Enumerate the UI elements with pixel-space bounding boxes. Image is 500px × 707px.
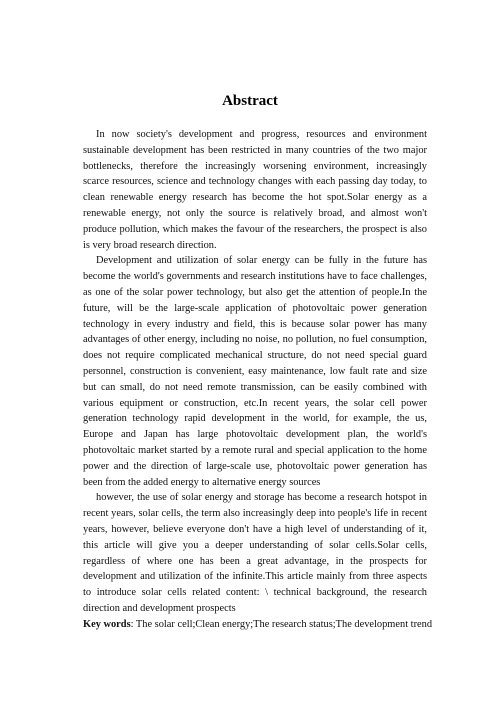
abstract-paragraph-1: In now society's development and progress, resources and environment sustainable development has been restricted in many countries of the two major bottlenecks, therefore the increasingly worsening environment, increasingly scarce resources, science and technology changes with each passing day today, to clean renewable energy research has become the hot spot.Solar energy as a renewable energy, not only the source is relatively broad, and almost won't produce pollution, which makes the favour of the researchers, the prospect is also is very broad research direction. <box>83 129 427 251</box>
keywords-text: : The solar cell;Clean energy;The research status;The development trend <box>130 618 433 630</box>
abstract-paragraph-3: however, the use of solar energy and storage has become a research hotspot in recent years, solar cells, the term also increasingly deep into people's life in recent years, however, believe everyone don't have a high level of understanding of it, this article will give you a deeper understanding of solar cells.Solar cells, regardless of where one has been a great advantage, in the prospects for development and utilization of the infinite.This article mainly from three aspects to introduce solar cells related content: \ technical background, the research direction and development prospects <box>83 492 427 614</box>
page-title: Abstract <box>222 93 278 109</box>
abstract-body <box>83 127 433 633</box>
keywords-line <box>83 617 433 633</box>
abstract-paragraph-2: Development and utilization of solar energy can be fully in the future has become the world's governments and research institutions have to face challenges, as one of the solar power technology, but also get the attention of people.In the future, will be the large-scale application of photovoltaic power generation technology in every industry and field, this is because solar power has many advantages of other energy, including no noise, no pollution, no fuel consumption, does not require complicated mechanical structure, do not need special guard personnel, construction is convenient, easy maintenance, low fault rate and size but can small, do not need remote transmission, can be easily combined with various equipment or construction, etc.In recent years, the solar cell power generation technology rapid development in the world, for example, the us, Europe and Japan has large photovoltaic development plan, the world's photovoltaic market started by a remote rural and special application to the home power and the direction of large-scale use, photovoltaic power generation has been from the added energy to alternative energy sources <box>83 255 427 488</box>
keywords-label: Key words <box>83 618 131 630</box>
